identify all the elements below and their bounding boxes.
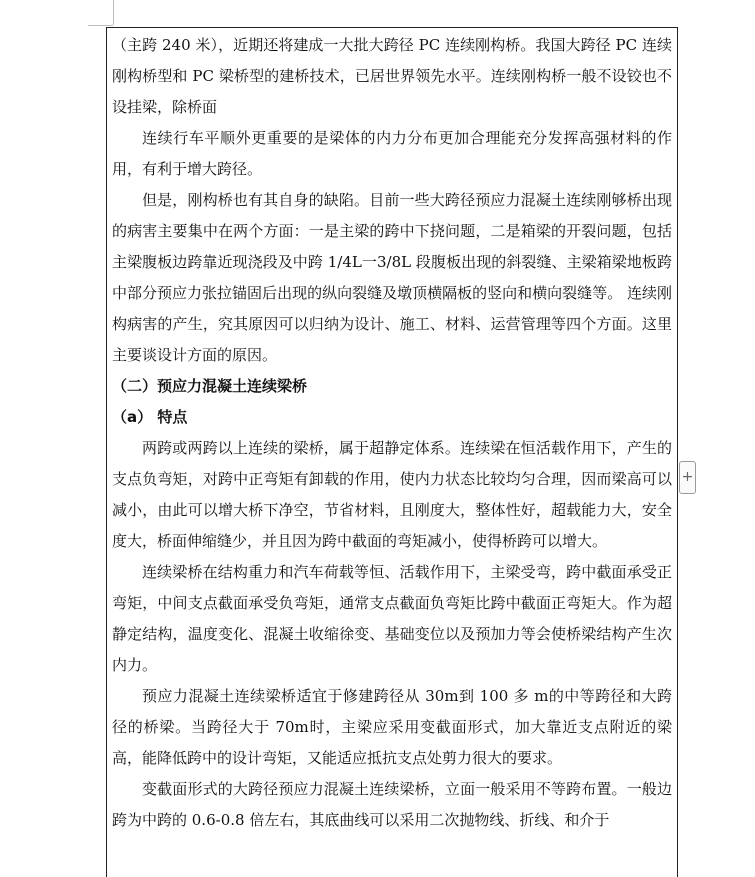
paragraph[interactable]: 连续梁桥在结构重力和汽车荷载等恒、活载作用下，主梁受弯，跨中截面承受正弯矩，中间支点截面承受负弯矩，通常支点截面负弯矩比跨中截面正弯矩大。作为超静定结构，温度变化、混凝土收缩徐变、基础变位以及预加力等会使桥梁结构产生次内力。 xyxy=(112,563,672,674)
paragraph[interactable]: 连续行车平顺外更重要的是梁体的内力分布更加合理能充分发挥高强材料的作用，有利于增大跨径。 xyxy=(112,129,672,178)
margin-corner-mark xyxy=(113,0,114,25)
margin-corner-mark xyxy=(88,25,113,26)
add-row-button[interactable]: + xyxy=(679,461,696,494)
subsection-heading[interactable]: （a） 特点 xyxy=(112,408,188,426)
document-body[interactable] xyxy=(112,30,672,836)
paragraph[interactable]: 预应力混凝土连续梁桥适宜于修建跨径从 30m到 100 多 m的中等跨径和大跨径的桥梁。当跨径大于 70m时，主梁应采用变截面形式，加大靠近支点附近的梁高，能降低跨中的设计弯矩，又能适应抵抗支点处剪力很大的要求。 xyxy=(112,687,672,767)
paragraph[interactable]: 变截面形式的大跨径预应力混凝土连续梁桥，立面一般采用不等跨布置。一般边跨为中跨的 0.6-0.8 倍左右，其底曲线可以采用二次抛物线、折线、和介于 xyxy=(112,780,672,829)
paragraph[interactable]: 两跨或两跨以上连续的梁桥，属于超静定体系。连续梁在恒活载作用下，产生的支点负弯矩，对跨中正弯矩有卸载的作用，使内力状态比较均匀合理，因而梁高可以减小，由此可以增大桥下净空，节省材料，且刚度大，整体性好，超载能力大，安全度大，桥面伸缩缝少，并且因为跨中截面的弯矩减小，使得桥跨可以增大。 xyxy=(112,439,672,550)
paragraph[interactable]: 但是，刚构桥也有其自身的缺陷。目前一些大跨径预应力混凝土连续刚够桥出现的病害主要集中在两个方面：一是主梁的跨中下挠问题，二是箱梁的开裂问题，包括主梁腹板边跨靠近现浇段及中跨 1/4L一3/8L 段腹板出现的斜裂缝、主梁箱梁地板跨中部分预应力张拉锚固后出现的纵向裂缝及墩顶横隔板的竖向和横向裂缝等。 连续刚构病害的产生，究其原因可以归纳为设计、施工、材料、运营管理等四个方面。这里主要谈设计方面的原因。 xyxy=(112,191,672,364)
section-heading[interactable]: （二）预应力混凝土连续梁桥 xyxy=(112,377,308,395)
paragraph[interactable]: （主跨 240 米），近期还将建成一大批大跨径 PC 连续刚构桥。我国大跨径 PC 连续刚构桥型和 PC 梁桥型的建桥技术，已居世界领先水平。连续刚构桥一般不设铰也不设挂梁，除桥面 xyxy=(112,36,672,116)
